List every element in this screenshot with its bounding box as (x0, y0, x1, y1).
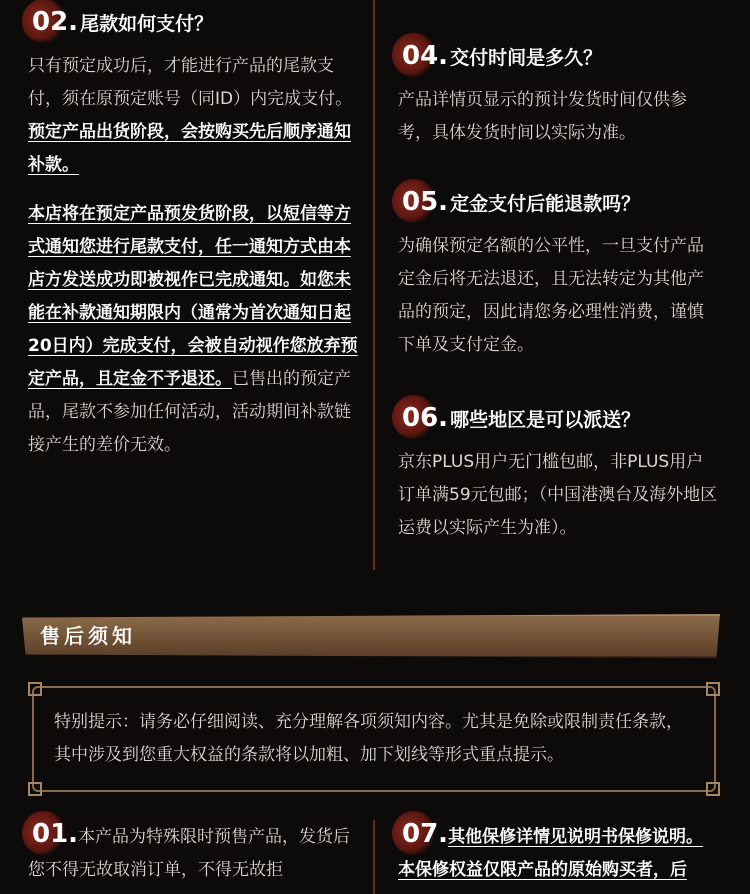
faq-q05 (398, 180, 720, 362)
faq-text: 产品详情页显示的预计发货时间仅供参考，具体发货时间以实际为准。 (398, 90, 687, 143)
faq-title: 尾款如何支付？ (80, 12, 214, 35)
faq-q02-paragraph-2 (28, 198, 358, 462)
faq-q07 (398, 818, 720, 887)
faq-number: 02. (28, 7, 78, 37)
faq-q04 (398, 34, 720, 150)
faq-title: 哪些地区是可以派送？ (450, 408, 641, 431)
faq-q01 (28, 818, 358, 887)
corner-ornament (706, 682, 720, 696)
faq-number: 04. (398, 41, 448, 71)
faq-number: 06. (398, 403, 448, 433)
faq-emphasis: 预定产品出货阶段，会按购买先后顺序通知补款。 (28, 122, 351, 175)
faq-q01-text (28, 818, 358, 887)
faq-number: 05. (398, 187, 448, 217)
faq-q06-header (398, 396, 720, 440)
faq-title: 交付时间是多久？ (450, 46, 603, 69)
faq-q04-header (398, 34, 720, 78)
faq-number: 07. (398, 819, 448, 849)
faq-q02 (28, 0, 358, 462)
corner-ornament (706, 782, 720, 796)
faq-title: 定金支付后能退款吗？ (450, 192, 641, 215)
column-divider (373, 0, 375, 570)
faq-emphasis: 本保修权益仅限产品的原始购买者，后 (398, 860, 687, 880)
faq-text: 本产品为特殊限时预售产品，发货后您不得无故取消订单，不得无故拒 (28, 827, 351, 880)
faq-text: 京东PLUS用户无门槛包邮，非PLUS用户订单满59元包邮；（中国港澳台及海外地区运费以实际产生为准）。 (398, 452, 718, 538)
faq-q02-header (28, 0, 358, 44)
faq-number: 01. (28, 819, 78, 849)
faq-text: 已售出的预定产品，尾款不参加任何活动，活动期间补款链接产生的差价无效。 (28, 369, 351, 455)
notice-box (32, 686, 716, 792)
faq-q07-text (398, 818, 720, 887)
faq-q05-header (398, 180, 720, 224)
corner-ornament (28, 782, 42, 796)
banner-title: 售后须知 (40, 624, 136, 648)
faq-text: 只有预定成功后，才能进行产品的尾款支付，须在原预定账号（同ID）内完成支付。 (28, 56, 353, 109)
faq-q06 (398, 396, 720, 545)
faq-q02-paragraph-1 (28, 50, 358, 182)
column-divider-bottom (373, 820, 375, 894)
faq-text: 为确保预定名额的公平性，一旦支付产品定金后将无法退还，且无法转定为其他产品的预定，因此请您务必理性消费，谨慎下单及支付定金。 (398, 236, 704, 355)
notice-text: 特别提示：请务必仔细阅读、充分理解各项须知内容。尤其是免除或限制责任条款，其中涉及到您重大权益的条款将以加粗、加下划线等形式重点提示。 (54, 712, 683, 765)
corner-ornament (28, 682, 42, 696)
faq-emphasis: 本店将在预定产品预发货阶段，以短信等方式通知您进行尾款支付，任一通知方式由本店方发送成功即被视作已完成通知。如您未能在补款通知期限内（通常为首次通知日起20日内）完成支付，会被自动视作您放弃预定产品，且定金不予退还。 (28, 204, 358, 389)
faq-emphasis: 其他保修详情见说明书保修说明。 (448, 827, 704, 847)
